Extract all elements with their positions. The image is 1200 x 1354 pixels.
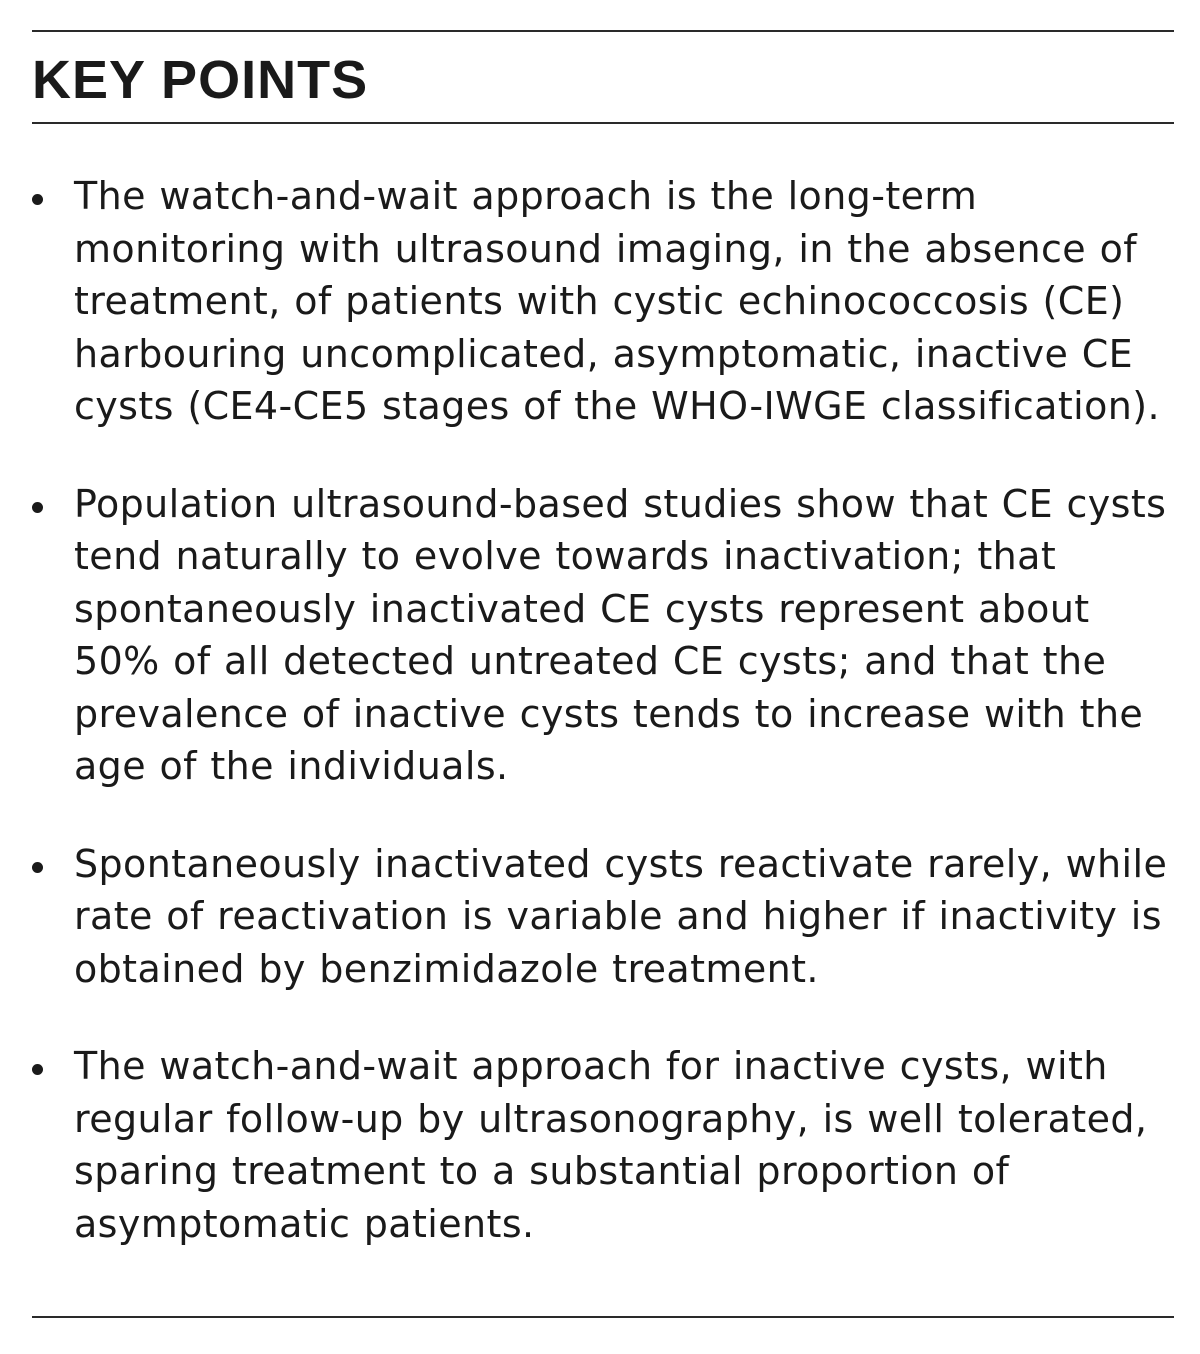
bullet-icon xyxy=(32,862,43,873)
key-point-item xyxy=(32,1040,1172,1250)
key-point-item xyxy=(32,838,1172,996)
key-point-item xyxy=(32,170,1172,433)
key-point-text: Population ultrasound-based studies show that CE cysts tend naturally to evolve towards inactivation; that spontaneously inactivated CE cysts represent about 50% of all detected untreated CE cysts; and that the prevalence of inactive cysts tends to increase with the age of the individuals. xyxy=(74,481,1167,788)
bullet-icon xyxy=(32,1064,43,1075)
title-rule xyxy=(32,122,1174,124)
key-point-text: The watch-and-wait approach for inactive cysts, with regular follow-up by ultrasonography, is well tolerated, sparing treatment to a substantial proportion of asymptomatic patients. xyxy=(74,1044,1148,1246)
key-point-text: The watch-and-wait approach is the long-term monitoring with ultrasound imaging, in the absence of treatment, of patients with cystic echinococcosis (CE) harbouring uncomplicated, asymptomatic, inactive CE cysts (CE4-CE5 stages of the WHO-IWGE classification). xyxy=(74,174,1160,428)
key-point-item xyxy=(32,478,1172,793)
top-rule xyxy=(32,30,1174,32)
bullet-icon xyxy=(32,502,43,513)
bullet-icon xyxy=(32,194,43,205)
key-points-title: KEY POINTS xyxy=(32,50,369,110)
bottom-rule xyxy=(32,1316,1174,1318)
key-points-list xyxy=(32,170,1172,1250)
key-point-text: Spontaneously inactivated cysts reactivate rarely, while rate of reactivation is variable and higher if inactivity is obtained by benzimidazole treatment. xyxy=(74,841,1168,991)
